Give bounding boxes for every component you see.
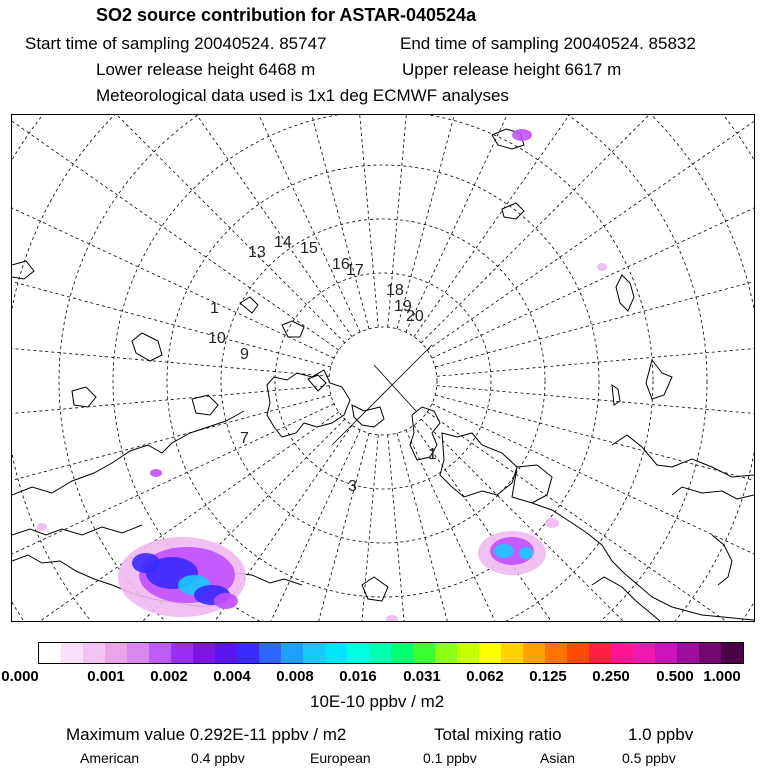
upper-height-label: Upper release height 6617 m xyxy=(402,60,622,79)
concentration-plume xyxy=(132,553,160,573)
meridian-line xyxy=(406,115,679,332)
colorbar-swatch xyxy=(83,643,105,663)
trajectory-hour-label: 15 xyxy=(300,240,318,257)
meridian-line xyxy=(322,115,378,327)
latitude-circle xyxy=(12,115,754,621)
colorbar-tick-label: 0.000 xyxy=(1,668,39,685)
colorbar-swatch xyxy=(105,643,127,663)
colorbar-swatch xyxy=(171,643,193,663)
map-canvas xyxy=(12,115,754,621)
colorbar-tick-label: 0.002 xyxy=(150,668,188,685)
start-time-label: Start time of sampling 20040524. 85747 xyxy=(25,34,327,53)
lat-lon-grid xyxy=(12,115,754,621)
meridian-line xyxy=(427,115,754,350)
trajectory-hour-label: 19 xyxy=(394,298,412,315)
colorbar-tick-label: 0.250 xyxy=(592,668,630,685)
concentration-plume xyxy=(597,263,607,271)
colorbar-swatch xyxy=(259,643,281,663)
meridian-line xyxy=(432,404,754,621)
region-european-value: 0.1 ppbv xyxy=(423,750,477,766)
trajectory-hour-label: 1 xyxy=(210,300,219,317)
total-mixing-ratio-label: Total mixing ratio xyxy=(434,725,562,744)
polar-stereographic-map xyxy=(11,114,755,622)
meridian-line xyxy=(12,115,352,337)
colorbar-swatch xyxy=(237,643,259,663)
colorbar-swatch xyxy=(325,643,347,663)
latitude-circle xyxy=(275,273,491,489)
colorbar-tick-label: 0.001 xyxy=(87,668,125,685)
colorbar-tick-label: 0.062 xyxy=(466,668,504,685)
concentration-plume xyxy=(37,523,47,531)
region-asian-value: 0.5 ppbv xyxy=(622,750,676,766)
colorbar-swatch xyxy=(699,643,721,663)
meridian-line xyxy=(12,395,331,562)
region-asian-name: Asian xyxy=(540,750,576,766)
colorbar-tick-label: 1.000 xyxy=(703,668,741,685)
meridian-line xyxy=(87,115,360,332)
trajectory-hour-label: 3 xyxy=(348,478,357,495)
colorbar-tick-label: 0.016 xyxy=(339,668,377,685)
colorbar-swatch xyxy=(655,643,677,663)
meridian-line xyxy=(12,320,329,376)
meridian-line xyxy=(322,435,378,621)
colorbar-tick-label: 0.500 xyxy=(656,668,694,685)
colorbar-tick-label: 0.125 xyxy=(529,668,567,685)
colorbar-swatch xyxy=(193,643,215,663)
colorbar-swatch xyxy=(39,643,61,663)
trajectory-hour-label: 18 xyxy=(386,282,404,299)
meridian-line xyxy=(421,419,754,621)
trajectory-hour-label: 14 xyxy=(274,234,292,251)
colorbar-swatch xyxy=(149,643,171,663)
colorbar-swatch xyxy=(523,643,545,663)
colorbar-swatch xyxy=(501,643,523,663)
region-american-name: American xyxy=(80,750,140,766)
colorbar-swatch xyxy=(435,643,457,663)
region-american-value: 0.4 ppbv xyxy=(191,750,245,766)
concentration-plume xyxy=(214,593,238,609)
concentration-plume xyxy=(512,129,532,141)
met-data-label: Meteorological data used is 1x1 deg ECMWF analyses xyxy=(96,86,509,105)
colorbar-swatch xyxy=(127,643,149,663)
colorbar-swatch xyxy=(611,643,633,663)
colorbar-swatch xyxy=(369,643,391,663)
colorbar-swatch xyxy=(677,643,699,663)
colorbar-swatch xyxy=(545,643,567,663)
colorbar-swatch xyxy=(721,643,743,663)
region-european-name: European xyxy=(310,750,371,766)
colorbar-swatch xyxy=(567,643,589,663)
colorbar-tick-label: 0.008 xyxy=(276,668,314,685)
end-time-label: End time of sampling 20040524. 85832 xyxy=(400,34,696,53)
colorbar xyxy=(38,642,744,664)
meridian-line xyxy=(427,412,754,621)
colorbar-unit: 10E-10 ppbv / m2 xyxy=(310,692,445,711)
meridian-line xyxy=(12,200,331,367)
meridian-line xyxy=(421,115,754,343)
meridian-line xyxy=(414,115,754,337)
latitude-circle xyxy=(12,115,754,621)
plume-overlays xyxy=(37,129,607,621)
trajectory-hour-label: 10 xyxy=(208,330,226,347)
meridian-line xyxy=(432,115,754,358)
colorbar-tick-label: 0.004 xyxy=(213,668,251,685)
meridian-line xyxy=(414,425,754,621)
meridian-line xyxy=(435,200,754,367)
colorbar-swatch xyxy=(633,643,655,663)
colorbar-swatch xyxy=(479,643,501,663)
colorbar-tick-label: 0.031 xyxy=(403,668,441,685)
meridian-line xyxy=(397,433,564,621)
meridian-line xyxy=(437,320,754,376)
colorbar-swatch xyxy=(391,643,413,663)
colorbar-swatch xyxy=(347,643,369,663)
latitude-circle xyxy=(329,327,437,435)
concentration-plume xyxy=(494,544,514,558)
colorbar-swatch xyxy=(281,643,303,663)
trajectory-hour-label: 16 xyxy=(332,256,350,273)
pole-axis-line xyxy=(374,365,416,411)
meridian-line xyxy=(12,115,345,343)
lower-height-label: Lower release height 6468 m xyxy=(96,60,316,79)
meridian-line xyxy=(435,395,754,562)
maximum-value: Maximum value 0.292E-11 ppbv / m2 xyxy=(66,725,347,744)
colorbar-swatch xyxy=(215,643,237,663)
trajectory-hour-label: 17 xyxy=(346,262,364,279)
concentration-plume xyxy=(150,469,162,477)
map-title: SO2 source contribution for ASTAR-040524a xyxy=(96,5,477,25)
trajectory-hour-label: 9 xyxy=(240,346,249,363)
total-mixing-ratio-value: 1.0 ppbv xyxy=(628,725,694,744)
colorbar-swatch xyxy=(589,643,611,663)
trajectory-hour-label: 20 xyxy=(406,308,424,325)
latitude-circle xyxy=(167,165,599,597)
colorbar-swatch xyxy=(413,643,435,663)
concentration-plume xyxy=(545,518,559,528)
trajectory-hour-label: 7 xyxy=(240,430,249,447)
trajectory-hour-label: 13 xyxy=(248,244,266,261)
colorbar-swatch xyxy=(457,643,479,663)
trajectory-hour-label: 1 xyxy=(428,446,437,463)
colorbar-swatch xyxy=(61,643,83,663)
concentration-plume xyxy=(386,615,398,621)
concentration-plume xyxy=(519,547,533,559)
meridian-line xyxy=(12,115,339,350)
colorbar-swatch xyxy=(303,643,325,663)
meridian-line xyxy=(406,430,679,621)
